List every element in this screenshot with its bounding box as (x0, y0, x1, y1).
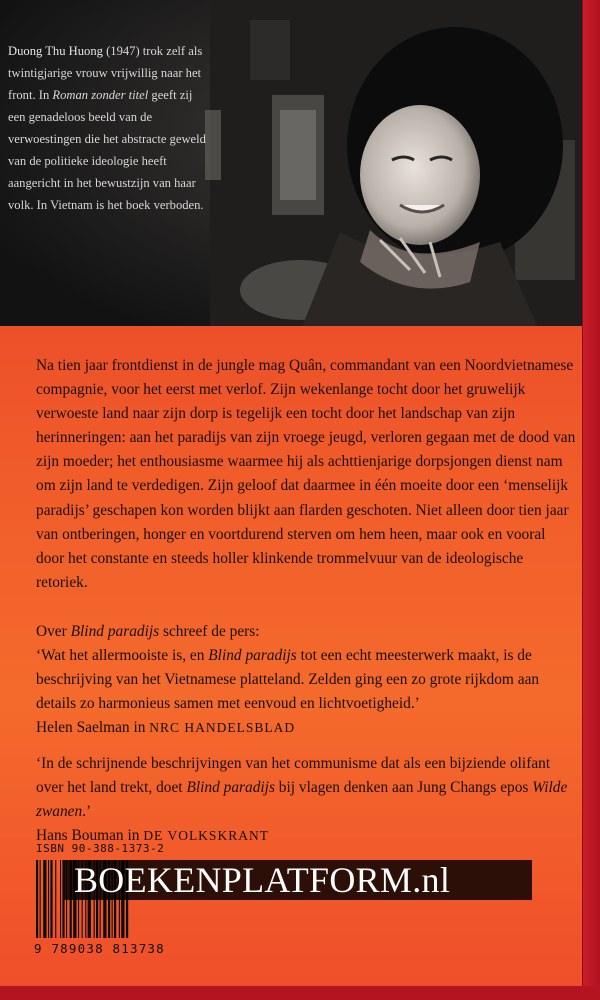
quote1-part-a: ‘Wat het allermooiste is, en (36, 647, 209, 664)
bottom-edge (0, 986, 600, 1000)
critic-2-name: Hans Bouman in (36, 827, 144, 844)
author-caption (8, 40, 208, 216)
quote2-part-c: .’ (82, 803, 92, 820)
press-quote-2 (36, 752, 576, 824)
press-intro-prefix: Over (36, 623, 71, 640)
quote2-title-2: Wilde zwanen (36, 779, 568, 820)
critic-1-source: NRC HANDELSBLAD (149, 720, 296, 735)
quote2-title: Blind paradijs (186, 779, 275, 796)
press-quote-1 (36, 644, 576, 716)
isbn-label: ISBN 90-388-1373-2 (36, 842, 165, 855)
quote1-title: Blind paradijs (208, 647, 297, 664)
quote1-part-b: tot een echt meesterwerk maakt, is de beschrijving van het Vietnamese platteland. Zelden ging een zo grote rijkdom aan details zo harmonieus samen met eenvoud en lichtvoetigheid.’ (36, 647, 540, 712)
author-photo-panel (0, 0, 582, 326)
critic-1-name: Helen Saelman in (36, 719, 150, 736)
press-intro-suffix: schreef de pers: (159, 623, 260, 640)
author-name: Duong Thu Huong (8, 44, 103, 58)
press-quotes (36, 620, 576, 848)
watermark-text: BOEKENPLATFORM.nl (74, 860, 451, 900)
caption-text-2: geeft zij een genadeloos beeld van de verwoestingen die het abstracte geweld van de politieke ideologie heeft aangericht in het bewustzijn van haar volk. In Vietnam is het boek verboden. (8, 88, 206, 212)
quote2-part-a: ‘In de schrijnende beschrijvingen van het communisme dat als een bijziende olifant over het land trekt, doet (36, 755, 551, 796)
spine-edge (582, 0, 600, 1000)
caption-text-1: trok zelf als twintigjarige vrouw vrijwillig naar het front. In (8, 44, 203, 102)
press-intro-title: Blind paradijs (70, 623, 160, 640)
book-blurb: Na tien jaar frontdienst in de jungle mag Quân, commandant van een Noordvietnamese compagnie, voor het eerst met verlof. Zijn wekenlange tocht door het gruwelijk verwoeste land naar zijn dorp is tegelijk een tocht door het landschap van zijn herinneringen: aan het paradijs van zijn vroege jeugd, verloren gegaan met de dood van zijn moeder; het enthousiasme waarmee hij als achttienjarige dorpsjongen dienst nam om zijn land te verdedigen. Zijn geloof dat daarmee in één moeite door een ‘menselijk paradijs’ geschapen kon worden blijkt aan flarden geschoten. Niet alleen door tien jaar van ontberingen, honger en voortdurend sterven om hem heen, maar ook en vooral door het constante en steeds holler klinkende trommelvuur van de ideologische retoriek. (36, 357, 576, 591)
quote2-part-b: bij vlagen denken aan Jung Changs epos (274, 779, 533, 796)
press-critic-1 (36, 716, 576, 740)
author-years: (1947) (106, 44, 140, 58)
press-intro (36, 620, 576, 644)
barcode-number: 9 789038 813738 (34, 941, 165, 956)
critic-2-source: DE VOLKSKRANT (143, 828, 269, 843)
caption-book-title: Roman zonder titel (52, 88, 149, 102)
